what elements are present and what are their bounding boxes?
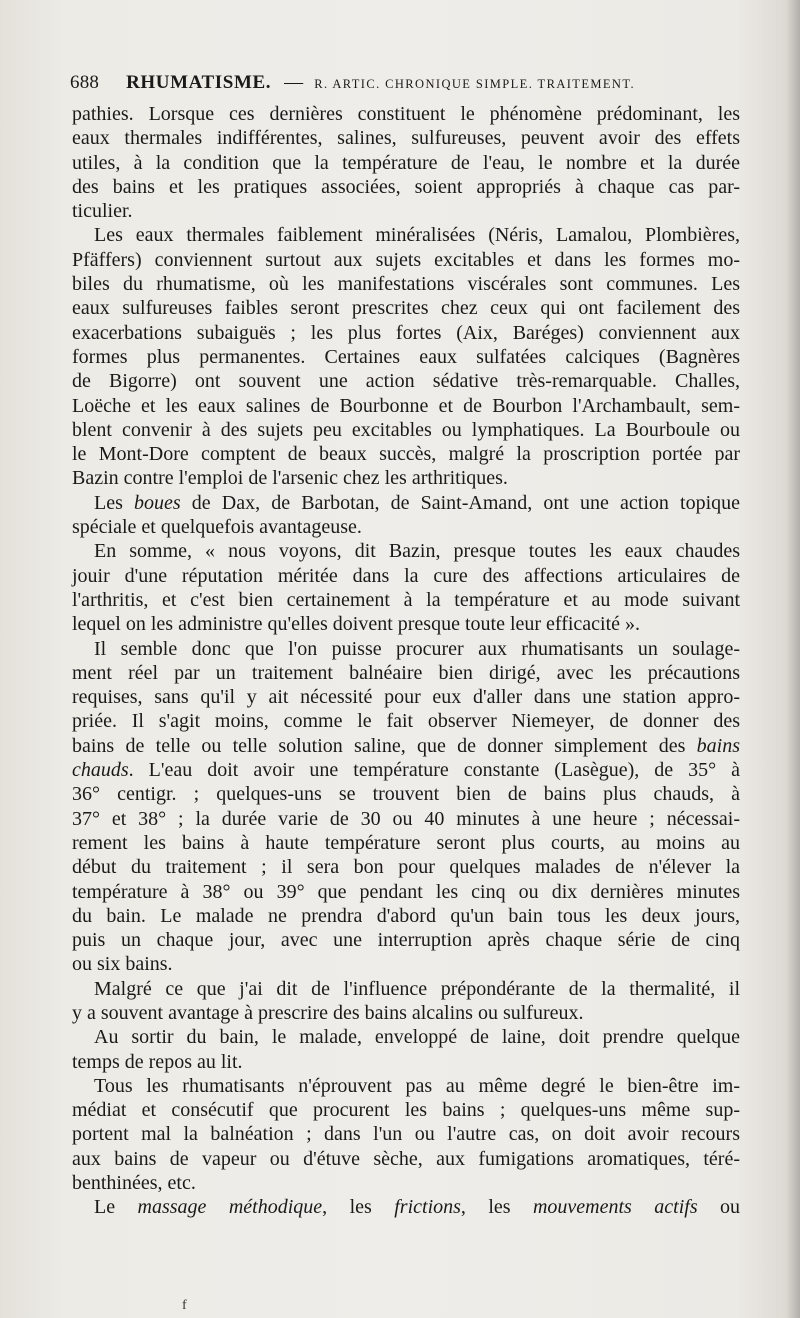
line-text: priée. Il s'agit moins, comme le fait observer Niemeyer, de donner des [72,710,740,733]
text-line [72,661,740,685]
text-line [72,709,740,733]
text-line [72,685,740,709]
line-text: Les [94,491,134,514]
text-line [72,151,740,175]
running-header [70,72,760,94]
body-text [72,102,740,1220]
line-text: 37° et 38° ; la durée varie de 30 ou 40 minutes à une heure ; nécessai- [72,807,740,830]
text-line [72,248,740,272]
line-text: Malgré ce que j'ai dit de l'influence prépondérante de la thermalité, il [94,977,740,1000]
line-text: température à 38° ou 39° que pendant les cinq ou dix dernières minutes [72,880,740,903]
italic-text: bains [696,734,740,757]
line-text: du bain. Le malade ne prendra d'abord qu'un bain tous les deux jours, [72,904,740,927]
text-line [72,588,740,612]
line-text: 36° centigr. ; quelques-uns se trouvent bien de bains plus chauds, à [72,783,740,806]
text-line [72,1147,740,1171]
line-text: l'arthritis, et c'est bien certainement à la température et au mode suivant [72,588,740,611]
line-text: Le [94,1196,138,1219]
line-text: début du traitement ; il sera bon pour quelques malades de n'élever la [72,856,740,879]
line-text: eaux sulfureuses faibles seront prescrites chez ceux qui ont facilement des [72,297,740,320]
text-line [72,904,740,928]
line-text: bains de telle ou telle solution saline, que de donner simplement des [72,734,697,757]
line-text: benthinées, etc. [72,1172,196,1195]
line-text: Bazin contre l'emploi de l'arsenic chez les arthritiques. [72,467,508,490]
text-line [72,102,740,126]
text-line [72,466,740,490]
text-line [72,418,740,442]
line-text: Loëche et les eaux salines de Bourbonne et de Bourbon l'Archambault, sem- [72,394,740,417]
text-line [72,223,740,247]
text-line [72,272,740,296]
text-line [72,369,740,393]
text-line [72,491,740,515]
line-text: Tous les rhumatisants n'éprouvent pas au même degré le bien-être im- [94,1074,740,1097]
text-line [72,1025,740,1049]
text-line [72,564,740,588]
line-text: Il semble donc que l'on puisse procurer aux rhumatisants un soulage- [94,637,740,660]
text-line [72,1001,740,1025]
line-text: , les [322,1196,395,1219]
text-line [72,952,740,976]
italic-text: mouvements actifs [532,1196,698,1219]
text-line [72,977,740,1001]
line-text: de Bigorre) ont souvent une action sédative très-remarquable. Challes, [72,370,740,393]
text-line [72,1171,740,1195]
line-text: ment réel par un traitement balnéaire bien dirigé, avec les précautions [72,661,740,684]
text-line [72,1050,740,1074]
line-text: blent convenir à des sujets peu excitables ou lymphatiques. La Bourboule ou [72,418,740,441]
stray-mark: f [182,1298,187,1313]
line-text: aux bains de vapeur ou d'étuve sèche, aux fumigations aromatiques, téré- [72,1147,740,1170]
text-line [72,880,740,904]
line-text: En somme, « nous voyons, dit Bazin, presque toutes les eaux chaudes [94,540,740,563]
text-line [72,1098,740,1122]
binding-shadow [786,0,800,1318]
line-text: le Mont-Dore comptent de beaux succès, malgré la proscription portée par [72,443,740,466]
text-line [72,782,740,806]
line-text: ticulier. [72,200,133,223]
page-number: 688 [70,72,100,93]
line-text: ou [697,1196,741,1219]
text-line [72,515,740,539]
running-title: RHUMATISME. [126,72,272,93]
italic-text: massage méthodique [137,1196,323,1219]
line-text: formes plus permanentes. Certaines eaux sulfatées calciques (Bagnères [72,345,740,368]
text-line [72,539,740,563]
text-line [72,1074,740,1098]
line-text: portent mal la balnéation ; dans l'un ou l'autre cas, on doit avoir recours [72,1123,740,1146]
line-text: ou six bains. [72,953,173,976]
line-text: Au sortir du bain, le malade, enveloppé de laine, doit prendre quelque [94,1026,740,1049]
text-line [72,321,740,345]
text-line [72,807,740,831]
running-subtitle: R. ARTIC. CHRONIQUE SIMPLE. TRAITEMENT. [314,77,635,91]
text-line [72,831,740,855]
header-separator: — [284,72,304,93]
line-text: requises, sans qu'il y ait nécessité pour eux d'aller dans une station appro- [72,686,740,709]
italic-text: frictions [394,1196,461,1219]
line-text: Pfäffers) conviennent surtout aux sujets excitables et dans les formes mo- [72,248,740,271]
line-text: temps de repos au lit. [72,1050,243,1073]
line-text: pathies. Lorsque ces dernières constituent le phénomène prédominant, les [72,103,740,125]
text-line [72,1122,740,1146]
text-line [72,637,740,661]
text-line [72,612,740,636]
line-text: lequel on les administre qu'elles doivent presque toute leur efficacité ». [72,613,641,636]
text-line [72,345,740,369]
text-line [72,199,740,223]
line-text: y a souvent avantage à prescrire des bains alcalins ou sulfureux. [72,1001,584,1024]
line-text: eaux thermales indifférentes, salines, sulfureuses, peuvent avoir des effets [72,127,740,150]
text-line [72,928,740,952]
line-text: utiles, à la condition que la température de l'eau, le nombre et la durée [72,151,740,174]
line-text: biles du rhumatisme, où les manifestations viscérales sont communes. Les [72,273,740,296]
line-text: des bains et les pratiques associées, soient appropriés à chaque cas par- [72,175,740,198]
text-line [72,175,740,199]
text-line [72,1195,740,1219]
line-text: spéciale et quelquefois avantageuse. [72,516,362,539]
text-line [72,855,740,879]
line-text: de Dax, de Barbotan, de Saint-Amand, ont une action topique [180,491,740,514]
line-text: médiat et consécutif que procurent les bains ; quelques-uns même sup- [72,1099,740,1122]
line-text: jouir d'une réputation méritée dans la cure des affections articulaires de [72,564,740,587]
text-line [72,442,740,466]
text-line [72,296,740,320]
line-text: rement les bains à haute température seront plus courts, au moins au [72,831,740,854]
text-line [72,126,740,150]
text-line [72,394,740,418]
line-text: Les eaux thermales faiblement minéralisées (Néris, Lamalou, Plombières, [94,224,740,247]
text-line [72,734,740,758]
line-text: exacerbations subaiguës ; les plus fortes (Aix, Baréges) conviennent aux [72,321,740,344]
line-text: . L'eau doit avoir une température constante (Lasègue), de 35° à [128,759,740,782]
text-line [72,758,740,782]
line-text: puis un chaque jour, avec une interruption après chaque série de cinq [72,929,740,952]
italic-text: chauds [72,759,129,782]
italic-text: boues [134,491,181,514]
line-text: , les [460,1196,533,1219]
